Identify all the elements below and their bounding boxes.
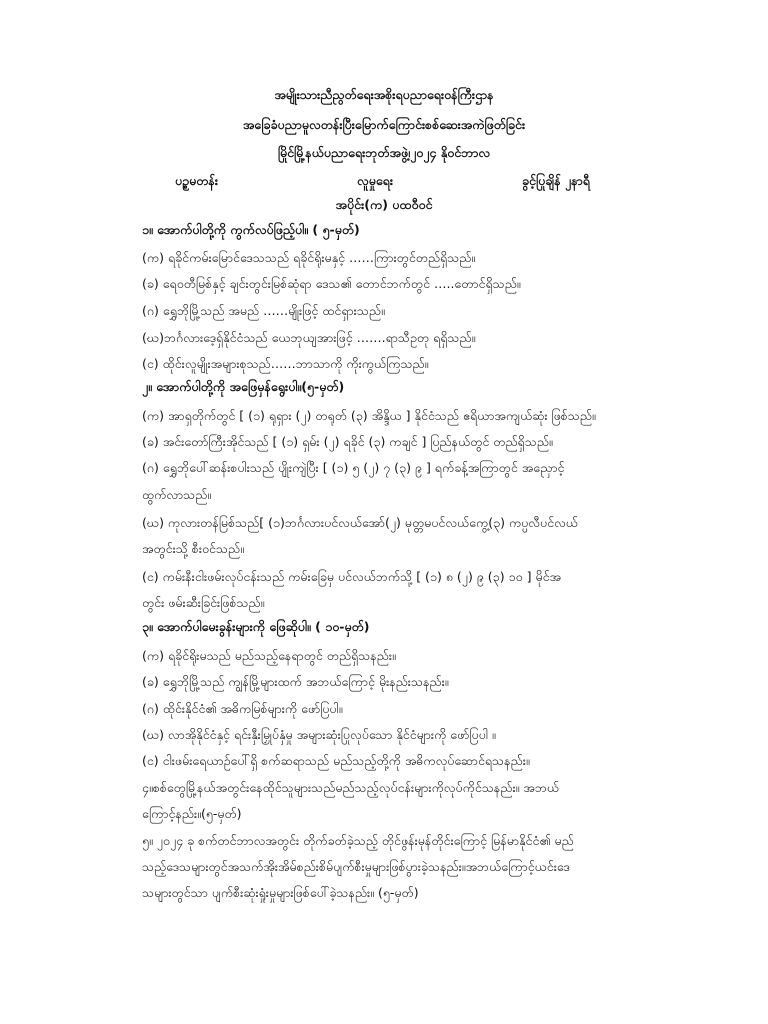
exam-info-row <box>0 172 768 190</box>
header-exam-title: အခြေခံပညာမူလတန်းပြီးမြောက်ကြောင်းစစ်ဆေးအကဲဖြတ်ခြင်း <box>242 117 526 132</box>
section1-item-b: (ခ) ရေဝတီမြစ်နှင့် ချင်းတွင်းမြစ်ဆုံရာ ဒေသ၏ တောင်ဘက်တွင် …..တောင်ရှိသည်။ <box>142 276 521 291</box>
section2-item-b: (ခ) အင်းတော်ကြီးအိုင်သည် [ (၁) ရှမ်း (၂) ရခိုင် (၃) ကချင် ] ပြည်နယ်တွင် တည်ရှိသည်။ <box>142 434 553 449</box>
header-ministry: အမျိုးသားညီညွတ်ရေးအစိုးရပညာရေးဝန်ကြီးဌာန <box>274 87 494 102</box>
time-allowed-label: ခွင့်ပြုချိန် ၂နာရီ <box>522 173 590 188</box>
section1-heading: ၁။ အောက်ပါတို့ကို ကွက်လပ်ဖြည့်ပါ။ ( ၅-မှတ်) <box>142 222 360 237</box>
section2-item-c-cont: ထွက်လာသည်။ <box>142 487 212 502</box>
section3-item-e: (င) ငါးဖမ်းရေယာဉ်ပေါ်ရှိ စက်ဆရာသည် မည်သည့်တို့ကို အဓိကလုပ်ဆောင်ရသနည်း။ <box>142 753 530 768</box>
section3-item-b: (ခ) ရွှေဘိုမြို့သည် ကျွန်မြို့များထက် အဘယ်ကြောင့် မိုးနည်းသနည်း။ <box>142 674 449 689</box>
section2-item-d-cont: အတွင်းသို့ စီးဝင်သည်။ <box>142 541 244 556</box>
section2-item-d: (ဃ) ကုလားတန်မြစ်သည်[ (၁)ဘင်္ဂလားပင်လယ်အော်(၂) မုတ္တမပင်လယ်ကွေ့(၃) ကပ္ပလီပင်လယ် <box>142 515 578 530</box>
section3-heading: ၃။ အောက်ပါမေးခွန်းများကို ဖြေဆိုပါ။ ( ၁၀-မှတ်) <box>142 619 370 634</box>
section3-item-a: (က) ရခိုင်ရိုးမသည် မည်သည့်နေရာတွင် တည်ရှိသနည်း။ <box>142 648 396 663</box>
section1-item-e: (င) ထိုင်းလူမျိုးအများစုသည်……ဘာသာကို ကိုးကွယ်ကြသည်။ <box>142 356 429 371</box>
grade-label: ပဉ္စမတန်း <box>175 173 219 188</box>
section2-item-a: (က) အာရှတိုက်တွင် [ (၁) ရုရှား (၂) တရုတ် (၃) အိန္ဒိယ ] နိုင်ငံသည် ဧရိယာအကျယ်ဆုံး ဖြစ်သည်။ <box>142 408 596 423</box>
section5-question-cont1: သည့်ဒေသများတွင်အသက်အိုးအိမ်စည်းစိမ်ပျက်စီးမှုများဖြစ်ပွားခဲ့သနည်း။အဘယ်ကြောင့်ယင်းဒေ <box>142 859 570 874</box>
part-heading: အပိုင်း(က) ပထဝီဝင် <box>335 197 433 212</box>
section1-item-c: (ဂ) ရွှေဘိုမြို့သည် အမည် ……မျိုးဖြင့် ထင်ရှားသည်။ <box>142 303 385 318</box>
section5-question-cont2: သများတွင်သာ ပျက်စီးဆုံးရှုံးမှုများဖြစ်ပေါ်ခဲ့သနည်း။ (၅-မှတ်) <box>142 885 419 900</box>
section1-item-d: (ဃ)ဘင်္ဂလားဒေ့ရှ်နိုင်ငံသည် ယေဘုယျအားဖြင့် …….ရာသီဥတု ရရှိသည်။ <box>142 330 476 345</box>
header-board: မြိုင်မြို့နယ်ပညာရေးဘုတ်အဖွဲ့၊၂၀၂၄ နိုဝင်ဘာလ <box>277 145 491 160</box>
section2-heading: ၂။ အောက်ပါတို့ကို အဖြေမှန်ရွေးပါ။(၅-မှတ်) <box>142 379 345 394</box>
section3-item-c: (ဂ) ထိုင်းနိုင်ငံ၏ အဓိကမြစ်များကို ဖော်ပြပါ။ <box>142 701 343 716</box>
section4-question-cont: ကြောင့်နည်း။(၅-မှတ်) <box>142 806 242 821</box>
section4-question: ၄။စစ်တွေမြို့နယ်အတွင်းနေထိုင်သူများသည်မည်သည့်လုပ်ငန်းများကိုလုပ်ကိုင်သနည်း။ အဘယ် <box>142 780 560 795</box>
section3-item-d: (ဃ) လာအိုနိုင်ငံနှင့် ရင်းနှီးမြှုပ်နှံမှု အများဆုံးပြုလုပ်သော နိုင်ငံများကို ဖော်ပြပါ ။ <box>142 727 496 742</box>
section2-item-c: (ဂ) ရွှေဘိုပေါ်ဆန်းစပါးသည် ပျိုးကျဲပြီး [ (၁) ၅ (၂) ၇ (၃) ၉ ] ရက်ခန့်အကြာတွင် အညှောင့် <box>142 460 565 475</box>
section5-question: ၅။ ၂၀၂၄ ခု စက်တင်ဘာလအတွင်း တိုက်ခတ်ခဲ့သည့် တိုင်ဖွန်းမုန်တိုင်းကြောင့် မြန်မာနိုင်ငံ၏ မည် <box>142 833 574 848</box>
section1-item-a: (က) ရခိုင်ကမ်းမြောင်ဒေသသည် ရခိုင်ရိုးမနှင့် ……ကြားတွင်တည်ရှိသည်။ <box>142 250 476 265</box>
section2-item-e-cont: တွင်း ဖမ်းဆီးခြင်းဖြစ်သည်။ <box>142 595 265 610</box>
section2-item-e: (င) ကမ်းနီးငါးဖမ်းလုပ်ငန်းသည် ကမ်းခြေမှ ပင်လယ်ဘက်သို့ [ (၁) ၈ (၂) ၉ (၃) ၁၀ ] မိုင်အ <box>142 569 561 584</box>
subject-label: လူမှုရေး <box>357 173 393 188</box>
